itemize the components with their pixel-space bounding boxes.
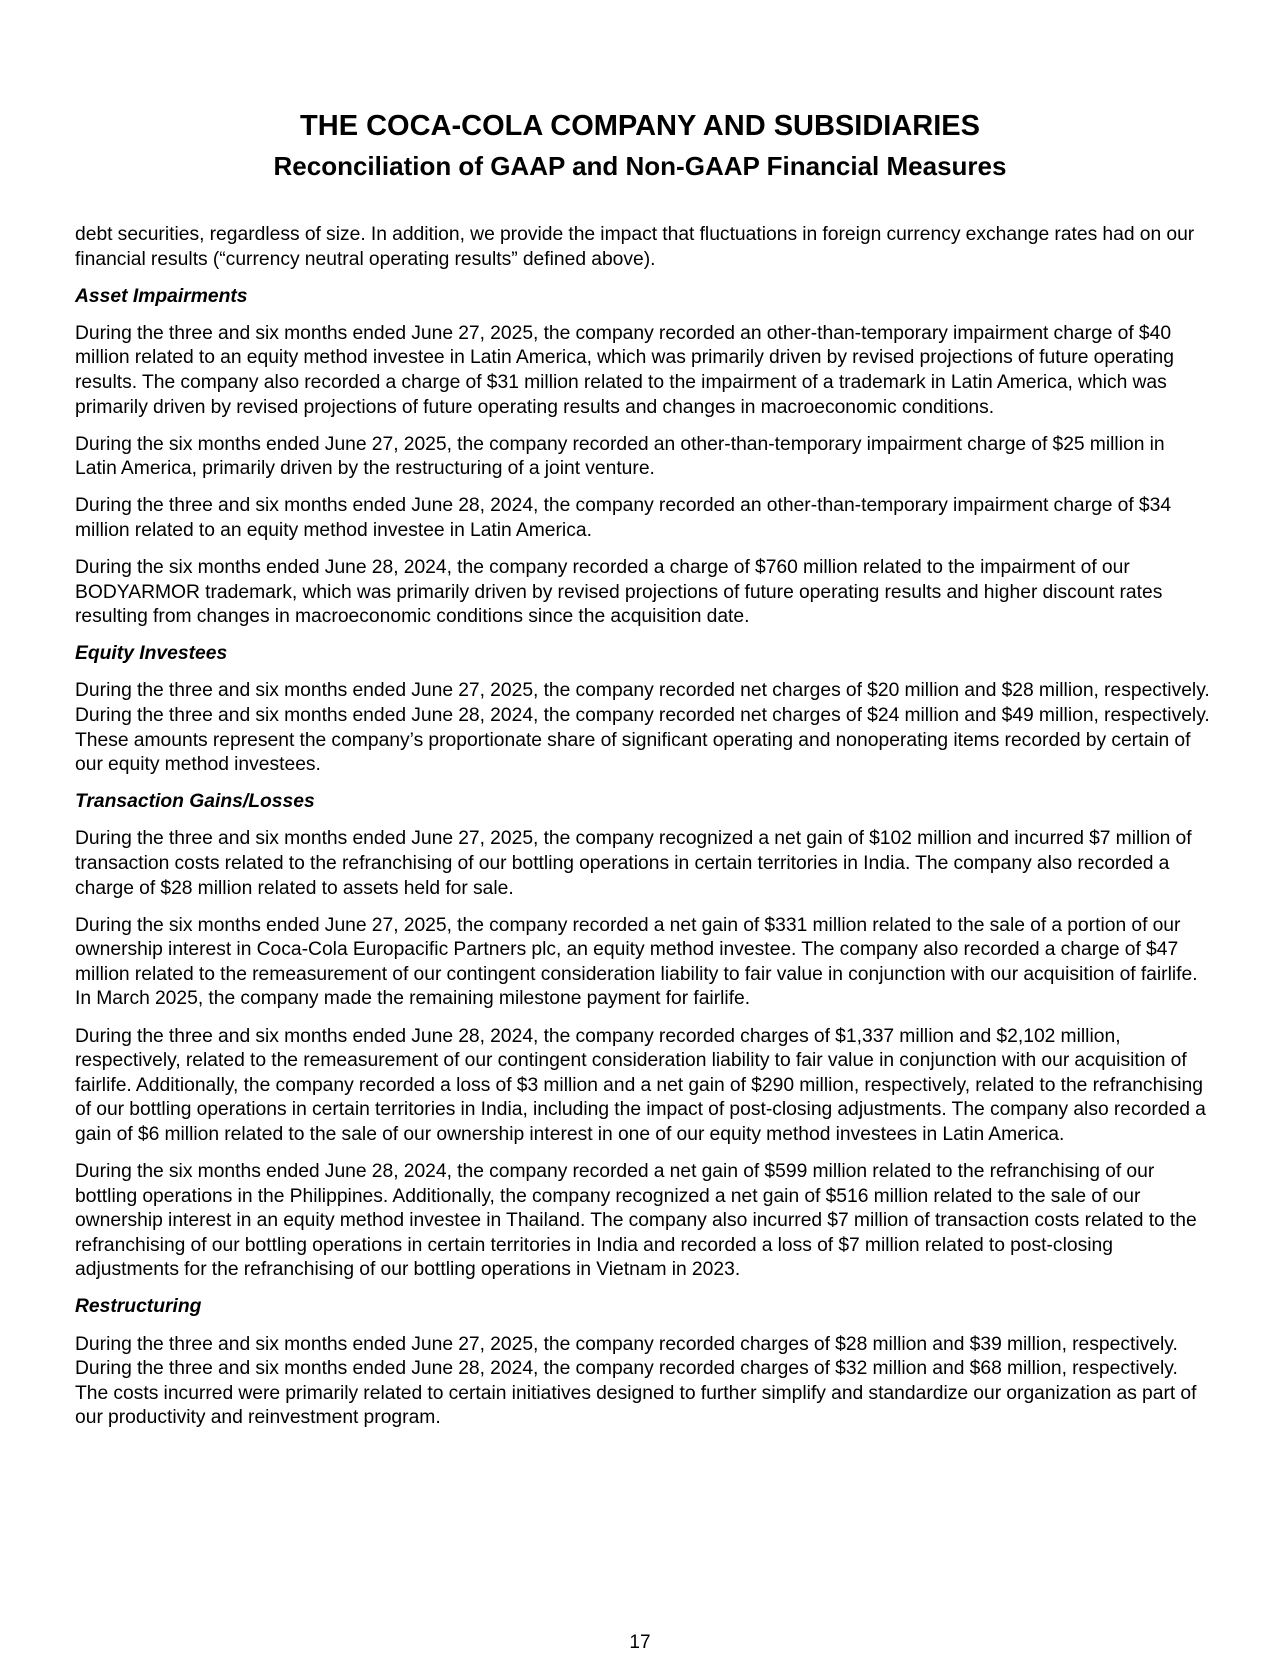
paragraph: During the six months ended June 27, 2025, the company recorded a net gain of $331 million related to the sale of a portion of our ownership interest in Coca-Cola Europacific Partners plc, an equity method investee. The company also recorded a charge of $47 million related to the remeasurement of our contingent consideration liability to fair value in conjunction with our acquisition of fairlife. In March 2025, the company made the remaining milestone payment for fairlife. <box>75 914 1198 1010</box>
paragraph: During the six months ended June 27, 2025, the company recorded an other-than-temporary impairment charge of $25 million in Latin America, primarily driven by the restructuring of a joint venture. <box>75 433 1165 480</box>
document-body <box>75 223 1210 1443</box>
paragraph: During the six months ended June 28, 2024, the company recorded a net gain of $599 million related to the refranchising of our bottling operations in the Philippines. Additionally, the company recognized a net gain of $516 million related to the sale of our ownership interest in an equity method investee in Thailand. The company also incurred $7 million of transaction costs related to the refranchising of our bottling operations in certain territories in India and recorded a loss of $7 million related to post-closing adjustments for the refranchising of our bottling operations in Vietnam in 2023. <box>75 1161 1197 1281</box>
page-header <box>0 108 1280 184</box>
section-heading-restructuring: Restructuring <box>75 1296 202 1318</box>
section-asset-impairments <box>75 285 1210 630</box>
section-heading-transaction-gains-losses: Transaction Gains/Losses <box>75 791 315 813</box>
section-heading-equity-investees: Equity Investees <box>75 643 228 665</box>
paragraph: During the three and six months ended June 27, 2025, the company recorded charges of $28 million and $39 million, respectively. During the three and six months ended June 28, 2024, the company recorded charges of $32 million and $68 million, respectively. The costs incurred were primarily related to certain initiatives designed to further simplify and standardize our organization as part of our productivity and reinvestment program. <box>75 1333 1197 1429</box>
report-subtitle: Reconciliation of GAAP and Non-GAAP Financial Measures <box>273 151 1007 181</box>
paragraph: During the three and six months ended June 27, 2025, the company recorded an other-than-temporary impairment charge of $40 million related to an equity method investee in Latin America, which was primarily driven by revised projections of future operating results. The company also recorded a charge of $31 million related to the impairment of a trademark in Latin America, which was primarily driven by revised projections of future operating results and changes in macroeconomic conditions. <box>75 322 1174 418</box>
page-number: 17 <box>629 1632 651 1653</box>
section-restructuring <box>75 1295 1210 1430</box>
intro-continuation-paragraph: debt securities, regardless of size. In addition, we provide the impact that fluctuations in foreign currency exchange rates had on our financial results (“currency neutral operating results” defined above). <box>75 224 1195 270</box>
paragraph: During the six months ended June 28, 2024, the company recorded a charge of $760 million related to the impairment of our BODYARMOR trademark, which was primarily driven by revised projections of future operating results and higher discount rates resulting from changes in macroeconomic conditions since the acquisition date. <box>75 557 1163 628</box>
paragraph: During the three and six months ended June 28, 2024, the company recorded charges of $1,337 million and $2,102 million, respectively, related to the remeasurement of our contingent consideration liability to fair value in conjunction with our acquisition of fairlife. Additionally, the company recorded a loss of $3 million and a net gain of $290 million, respectively, related to the refranchising of our bottling operations in certain territories in India, including the impact of post-closing adjustments. The company also recorded a gain of $6 million related to the sale of our ownership interest in one of our equity method investees in Latin America. <box>75 1025 1206 1145</box>
paragraph: During the three and six months ended June 28, 2024, the company recorded an other-than-temporary impairment charge of $34 million related to an equity method investee in Latin America. <box>75 495 1172 541</box>
company-title: THE COCA-COLA COMPANY AND SUBSIDIARIES <box>300 110 980 142</box>
paragraph: During the three and six months ended June 27, 2025, the company recognized a net gain of $102 million and incurred $7 million of transaction costs related to the refranchising of our bottling operations in certain territories in India. The company also recorded a charge of $28 million related to assets held for sale. <box>75 828 1192 899</box>
section-equity-investees <box>75 642 1210 777</box>
section-heading-asset-impairments: Asset Impairments <box>75 285 248 307</box>
section-transaction-gains-losses <box>75 790 1210 1283</box>
paragraph: During the three and six months ended June 27, 2025, the company recorded net charges of $20 million and $28 million, respectively. During the three and six months ended June 28, 2024, the company recorded net charges of $24 million and $49 million, respectively. These amounts represent the company’s proportionate share of significant operating and nonoperating items recorded by certain of our equity method investees. <box>75 680 1210 776</box>
